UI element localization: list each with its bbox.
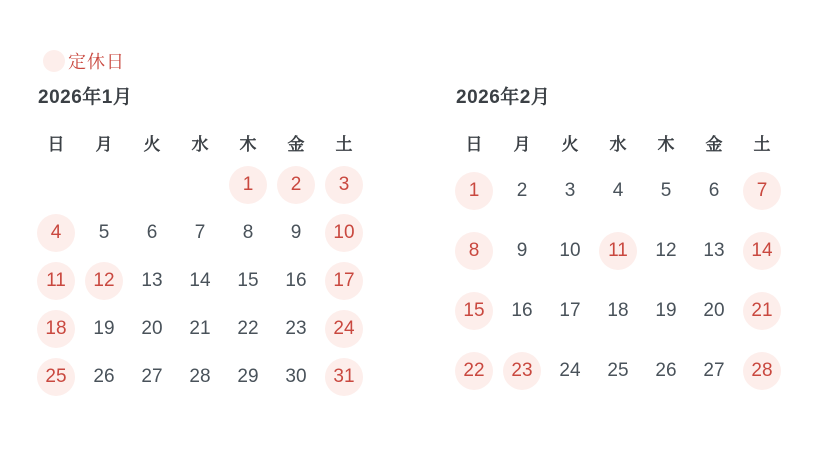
holiday-day-number: 10 xyxy=(325,214,363,252)
day-number: 27 xyxy=(141,366,163,387)
day-cell xyxy=(272,305,320,353)
day-cell xyxy=(32,209,80,257)
day-cell xyxy=(546,281,594,341)
day-cell xyxy=(546,341,594,401)
holiday-day-number: 24 xyxy=(325,310,363,348)
holiday-marker-icon xyxy=(43,50,65,72)
holiday-day-number: 7 xyxy=(743,172,781,210)
day-cell xyxy=(498,221,546,281)
day-cell xyxy=(546,161,594,221)
day-cell xyxy=(32,161,80,209)
calendar-title: 2026年1月 xyxy=(38,87,133,108)
day-number: 2 xyxy=(516,180,528,201)
holiday-day-number: 3 xyxy=(325,166,363,204)
day-cell xyxy=(642,281,690,341)
day-cell xyxy=(450,161,498,221)
day-cell xyxy=(498,281,546,341)
holiday-day-number: 4 xyxy=(37,214,75,252)
day-cell xyxy=(176,257,224,305)
day-number: 19 xyxy=(93,318,115,339)
holiday-day-number: 25 xyxy=(37,358,75,396)
day-cell xyxy=(498,341,546,401)
day-cell xyxy=(80,353,128,401)
weekday-label: 木 xyxy=(239,134,257,154)
holiday-day-number: 11 xyxy=(37,262,75,300)
weekday-label: 水 xyxy=(191,134,209,154)
day-cell xyxy=(176,209,224,257)
calendar-month-february xyxy=(450,86,786,401)
day-number: 20 xyxy=(703,300,725,321)
day-number: 24 xyxy=(559,360,581,381)
holiday-day-number: 21 xyxy=(743,292,781,330)
day-cell xyxy=(272,353,320,401)
day-cell xyxy=(272,257,320,305)
calendar-month-january xyxy=(32,86,368,401)
day-number: 3 xyxy=(564,180,576,201)
day-cell xyxy=(738,161,786,221)
day-number: 9 xyxy=(516,240,528,261)
day-number: 25 xyxy=(607,360,629,381)
day-cell xyxy=(80,161,128,209)
day-cell xyxy=(272,209,320,257)
day-cell xyxy=(176,305,224,353)
day-cell xyxy=(320,353,368,401)
holiday-day-number: 1 xyxy=(455,172,493,210)
day-number: 22 xyxy=(237,318,259,339)
day-number: 13 xyxy=(703,240,725,261)
calendar-week-row xyxy=(450,281,786,341)
holiday-day-number: 12 xyxy=(85,262,123,300)
day-number: 14 xyxy=(189,270,211,291)
day-cell xyxy=(450,341,498,401)
day-number: 27 xyxy=(703,360,725,381)
calendar-week-row xyxy=(450,161,786,221)
holiday-legend xyxy=(43,48,125,74)
day-cell xyxy=(594,161,642,221)
day-cell xyxy=(128,257,176,305)
day-cell xyxy=(128,161,176,209)
weekday-label: 日 xyxy=(47,134,65,154)
day-cell xyxy=(128,209,176,257)
calendar-grid xyxy=(450,158,786,401)
day-cell xyxy=(80,209,128,257)
calendar-week-row xyxy=(450,341,786,401)
holiday-legend-label: 定休日 xyxy=(68,52,125,72)
day-cell xyxy=(594,221,642,281)
holiday-day-number: 18 xyxy=(37,310,75,348)
calendar-week-row xyxy=(32,305,368,353)
day-cell xyxy=(320,209,368,257)
day-number: 10 xyxy=(559,240,581,261)
day-cell xyxy=(546,221,594,281)
day-cell xyxy=(642,161,690,221)
day-number: 5 xyxy=(98,222,110,243)
holiday-day-number: 23 xyxy=(503,352,541,390)
weekday-label: 土 xyxy=(335,134,353,154)
day-cell xyxy=(690,341,738,401)
calendar-title: 2026年2月 xyxy=(456,87,551,108)
day-cell xyxy=(320,305,368,353)
day-number: 15 xyxy=(237,270,259,291)
holiday-day-number: 31 xyxy=(325,358,363,396)
weekday-label: 水 xyxy=(609,134,627,154)
day-cell xyxy=(450,221,498,281)
day-number: 18 xyxy=(607,300,629,321)
day-cell xyxy=(224,305,272,353)
calendar-week-row xyxy=(32,209,368,257)
calendar-week-row xyxy=(32,161,368,209)
day-cell xyxy=(128,353,176,401)
holiday-day-number: 1 xyxy=(229,166,267,204)
day-number: 5 xyxy=(660,180,672,201)
holiday-day-number: 11 xyxy=(599,232,637,270)
weekday-label: 月 xyxy=(95,134,113,154)
day-number: 30 xyxy=(285,366,307,387)
day-cell xyxy=(690,221,738,281)
day-number: 9 xyxy=(290,222,302,243)
day-number: 6 xyxy=(146,222,158,243)
holiday-day-number: 17 xyxy=(325,262,363,300)
day-cell xyxy=(224,161,272,209)
day-cell xyxy=(224,209,272,257)
weekday-label: 土 xyxy=(753,134,771,154)
weekday-label: 火 xyxy=(143,134,161,154)
calendar-week-row xyxy=(32,257,368,305)
day-number: 8 xyxy=(242,222,254,243)
day-number: 26 xyxy=(93,366,115,387)
day-number: 6 xyxy=(708,180,720,201)
day-number: 13 xyxy=(141,270,163,291)
holiday-day-number: 14 xyxy=(743,232,781,270)
day-number: 16 xyxy=(285,270,307,291)
day-cell xyxy=(642,341,690,401)
day-cell xyxy=(224,353,272,401)
holiday-day-number: 2 xyxy=(277,166,315,204)
day-cell xyxy=(738,341,786,401)
calendar-week-row xyxy=(450,221,786,281)
day-cell xyxy=(80,305,128,353)
weekday-label: 金 xyxy=(287,134,305,154)
day-cell xyxy=(498,161,546,221)
day-cell xyxy=(224,257,272,305)
weekday-label: 日 xyxy=(465,134,483,154)
day-cell xyxy=(272,161,320,209)
holiday-day-number: 28 xyxy=(743,352,781,390)
day-cell xyxy=(738,281,786,341)
day-cell xyxy=(738,221,786,281)
day-number: 29 xyxy=(237,366,259,387)
day-cell xyxy=(690,161,738,221)
weekday-label: 月 xyxy=(513,134,531,154)
day-cell xyxy=(176,353,224,401)
day-number: 7 xyxy=(194,222,206,243)
weekday-header-row xyxy=(32,126,368,158)
day-cell xyxy=(450,281,498,341)
weekday-label: 火 xyxy=(561,134,579,154)
weekday-header-row xyxy=(450,126,786,158)
day-cell xyxy=(320,161,368,209)
day-cell xyxy=(128,305,176,353)
day-number: 28 xyxy=(189,366,211,387)
holiday-day-number: 8 xyxy=(455,232,493,270)
day-number: 20 xyxy=(141,318,163,339)
day-cell xyxy=(594,341,642,401)
calendar-grid xyxy=(32,158,368,401)
day-number: 16 xyxy=(511,300,533,321)
day-number: 23 xyxy=(285,318,307,339)
day-cell xyxy=(32,305,80,353)
day-number: 17 xyxy=(559,300,581,321)
holiday-day-number: 15 xyxy=(455,292,493,330)
day-cell xyxy=(176,161,224,209)
day-number: 19 xyxy=(655,300,677,321)
calendar-week-row xyxy=(32,353,368,401)
day-cell xyxy=(594,281,642,341)
day-cell xyxy=(320,257,368,305)
day-number: 26 xyxy=(655,360,677,381)
day-cell xyxy=(690,281,738,341)
day-number: 12 xyxy=(655,240,677,261)
weekday-label: 木 xyxy=(657,134,675,154)
day-cell xyxy=(642,221,690,281)
day-cell xyxy=(32,353,80,401)
day-number: 21 xyxy=(189,318,211,339)
day-number: 4 xyxy=(612,180,624,201)
day-cell xyxy=(80,257,128,305)
weekday-label: 金 xyxy=(705,134,723,154)
day-cell xyxy=(32,257,80,305)
holiday-day-number: 22 xyxy=(455,352,493,390)
